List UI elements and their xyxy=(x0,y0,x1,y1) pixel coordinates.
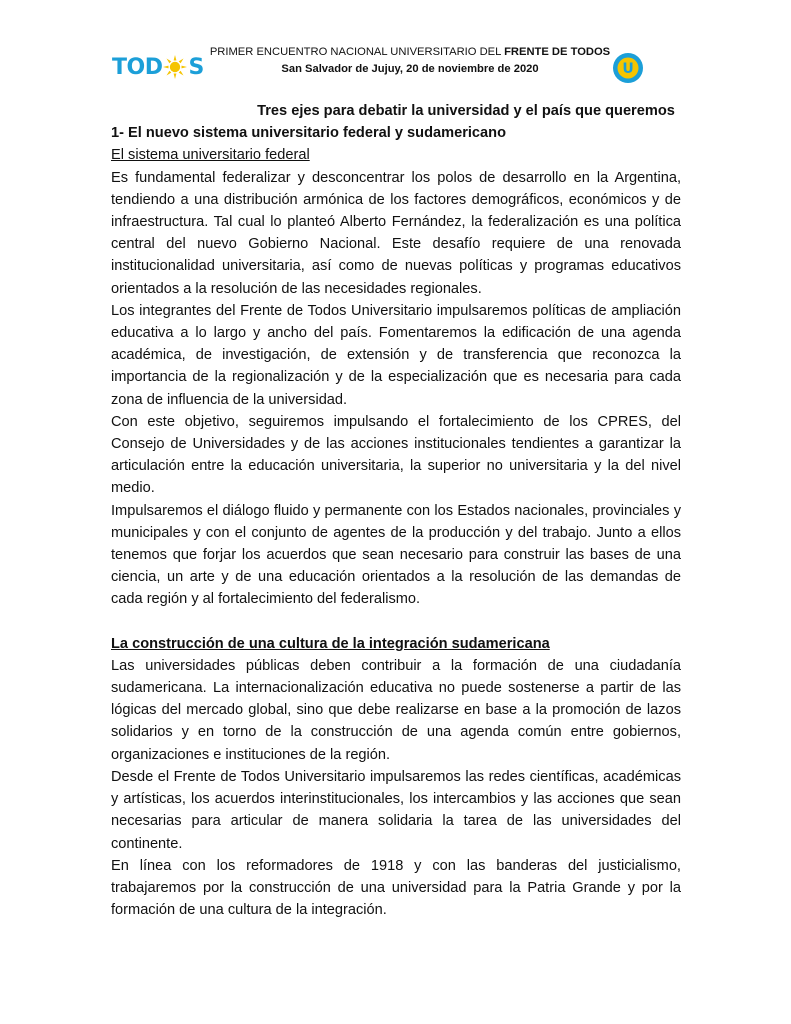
event-title-prefix: PRIMER ENCUENTRO NACIONAL UNIVERSITARIO DEL xyxy=(209,46,505,58)
document-title: Tres ejes para debatir la universidad y el país que queremos xyxy=(257,103,675,119)
paragraph: Desde el Frente de Todos Universitario impulsaremos las redes científicas, académicas y artísticas, los acuerdos interinstitucionales, los intercambios y las acciones que sean necesarias para articular de manera solidaria la tarea de las universidades del continente. xyxy=(111,768,681,852)
section-1-title: 1- El nuevo sistema universitario federal y sudamericano xyxy=(111,125,506,142)
todos-logo xyxy=(112,54,204,80)
paragraph: Impulsaremos el diálogo fluido y permanente con los Estados nacionales, provinciales y municipales y con el conjunto de agentes de la producción y del trabajo. Junto a ellos tenemos que forjar los acuerdos que sean necesario para construir las bases de una ciencia, un arte y de una educación orientados a la resolución de las demandas de cada región y al fortalecimiento del federalismo. xyxy=(111,502,681,608)
paragraph: Las universidades públicas deben contribuir a la formación de una ciudadanía sudamericana. La internacionalización educativa no puede sostenerse a partir de las lógicas del mercado global, sino que debe realizarse en base a la promoción de lazos solidarios y en torno de la construcción de una agenda común entre gobiernos, organizaciones e instituciones de la región. xyxy=(111,657,681,763)
event-date-location: San Salvador de Jujuy, 20 de noviembre de 2020 xyxy=(281,63,539,75)
document-body xyxy=(111,100,681,921)
subsection-federal-title: El sistema universitario federal xyxy=(111,147,310,164)
paragraph: Los integrantes del Frente de Todos Universitario impulsaremos políticas de ampliación educativa a lo largo y ancho del país. Fomentaremos la edificación de una agenda académica, de investigación, de extensión y de transferencia que reconozca la importancia de la regionalización y de la especialización que es necesaria para cada zona de influencia de la universidad. xyxy=(111,302,681,408)
paragraph: Es fundamental federalizar y desconcentrar los polos de desarrollo en la Argentina, tendiendo a una distribución armónica de los factores demográficos, económicos y de infraestructura. Tal cual lo planteó Alberto Fernández, la federalización es una política central del nuevo Gobierno Nacional. Este desafío requiere de una renovada institucionalidad universitaria, así como de nuevas políticas y programas educativos orientados a la resolución de las necesidades regionales. xyxy=(111,169,681,297)
event-heading xyxy=(200,44,620,78)
todos-logo-text-end: S xyxy=(188,54,204,80)
university-logo-icon xyxy=(612,52,644,84)
event-title xyxy=(200,44,620,61)
paragraph: En línea con los reformadores de 1918 y con las banderas del justicialismo, trabajaremos por la construcción de una universidad para la Patria Grande y por la formación de una cultura de la integración. xyxy=(111,857,681,919)
event-title-bold: FRENTE DE TODOS xyxy=(504,46,611,58)
sun-icon xyxy=(163,55,187,79)
paragraph-spacer xyxy=(111,611,681,633)
todos-logo-text-start: TOD xyxy=(112,54,163,80)
university-logo-letter: U xyxy=(622,61,634,77)
page-header xyxy=(0,38,791,98)
paragraph: Con este objetivo, seguiremos impulsando el fortalecimiento de los CPRES, del Consejo de Universidades y de las acciones institucionales tendientes a garantizar la articulación entre la educación universitaria, la superior no universitaria y la del nivel medio. xyxy=(111,413,681,497)
subsection-integration-title: La construcción de una cultura de la integración sudamericana xyxy=(111,635,550,652)
